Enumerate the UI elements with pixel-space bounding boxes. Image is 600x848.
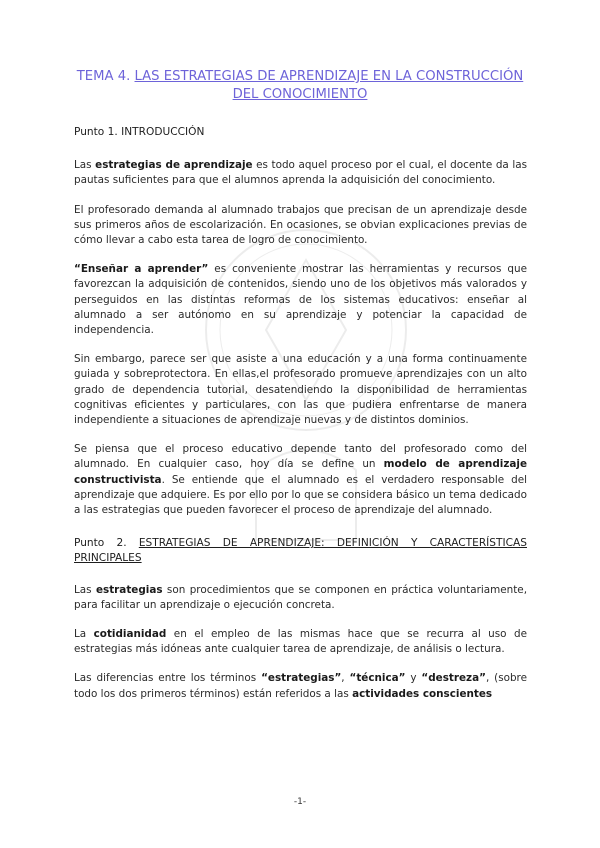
heading-prefix: Punto 2. [74, 537, 139, 550]
paragraph [74, 442, 527, 518]
paragraph [74, 583, 527, 613]
text: es todo aquel proceso por el cual, el docente da las pautas suficientes para que el alumnos aprenda la adquisición del conocimiento. [74, 159, 528, 187]
section1-heading: Punto 1. INTRODUCCIÓN [74, 126, 205, 138]
paragraph [74, 158, 527, 188]
text: , (sobre todo los dos primeros términos) están referidos a las [74, 672, 527, 700]
text: y [405, 672, 422, 685]
text: , [341, 672, 350, 685]
page-number: -1- [293, 797, 307, 807]
text: La [74, 628, 94, 641]
bold-text: “destreza” [421, 672, 486, 685]
paragraph [74, 262, 527, 338]
text: Las diferencias entre los términos [74, 672, 262, 685]
bold-text: modelo de aprendizaje constructivista [74, 458, 527, 486]
text: . Se entiende que el alumnado es el verdadero responsable del aprendizaje que adquiere. Es por ello por lo que se considera básico un tema dedicado a las estrategias que pueden favorecer el proceso de aprendizaje del alumnado. [74, 473, 527, 517]
text: son procedimientos que se componen en práctica voluntariamente, para facilitar un aprendizaje o ejecución concreta. [74, 583, 528, 611]
bold-text: “técnica” [349, 672, 406, 685]
text: Las [74, 159, 96, 172]
section2-heading [74, 536, 527, 566]
bold-text: cotidianidad [93, 628, 167, 641]
document-title [74, 68, 526, 104]
text: en el empleo de las mismas hace que se recurra al uso de estrategias más idóneas ante cualquier tarea de aprendizaje, de análisis o lectura. [74, 628, 527, 656]
title-prefix: TEMA 4. [76, 69, 135, 84]
paragraph [74, 627, 527, 657]
bold-text: actividades conscientes [352, 687, 493, 700]
heading-underlined: ESTRATEGIAS DE APRENDIZAJE: DEFINICIÓN Y CARACTERÍSTICAS PRINCIPALES [74, 537, 527, 565]
text: es conveniente mostrar las herramientas y recursos que favorezcan la adquisición de contenidos, siendo uno de los objetivos más valorados y perseguidos en las distintas reformas de los sistemas educativos: enseñar al alumnado a ser autónomo en su aprendizaje y potenciar la capacidad de independencia. [74, 263, 527, 337]
text: Las [74, 583, 96, 596]
bold-text: “estrategias” [261, 672, 342, 685]
bold-text: estrategias [95, 583, 163, 596]
text: Se piensa que el proceso educativo depende tanto del profesorado como del alumnado. En cualquier caso, hoy día se define un [74, 443, 527, 471]
paragraph [74, 671, 527, 701]
bold-text: estrategias de aprendizaje [95, 159, 253, 172]
document-body [74, 125, 527, 716]
paragraph: Sin embargo, parece ser que asiste a una educación y a una forma continuamente guiada y sobreprotectora. En ellas,el profesorado promueve aprendizajes con un alto grado de dependencia tutorial, desatendiendo la disponibilidad de herramientas cognitivas eficientes y particulares, con las que pudiera enfrentarse de manera independiente a situaciones de aprendizaje nuevas y de distintos dominios. [74, 353, 527, 427]
title-underlined: LAS ESTRATEGIAS DE APRENDIZAJE EN LA CONSTRUCCIÓN DEL CONOCIMIENTO [134, 69, 524, 102]
bold-text: “Enseñar a aprender” [74, 263, 209, 276]
paragraph: El profesorado demanda al alumnado trabajos que precisan de un aprendizaje desde sus primeros años de escolarización. En ocasiones, se obvian explicaciones previas de cómo llevar a cabo esta tarea de logro de conocimiento. [74, 203, 527, 247]
